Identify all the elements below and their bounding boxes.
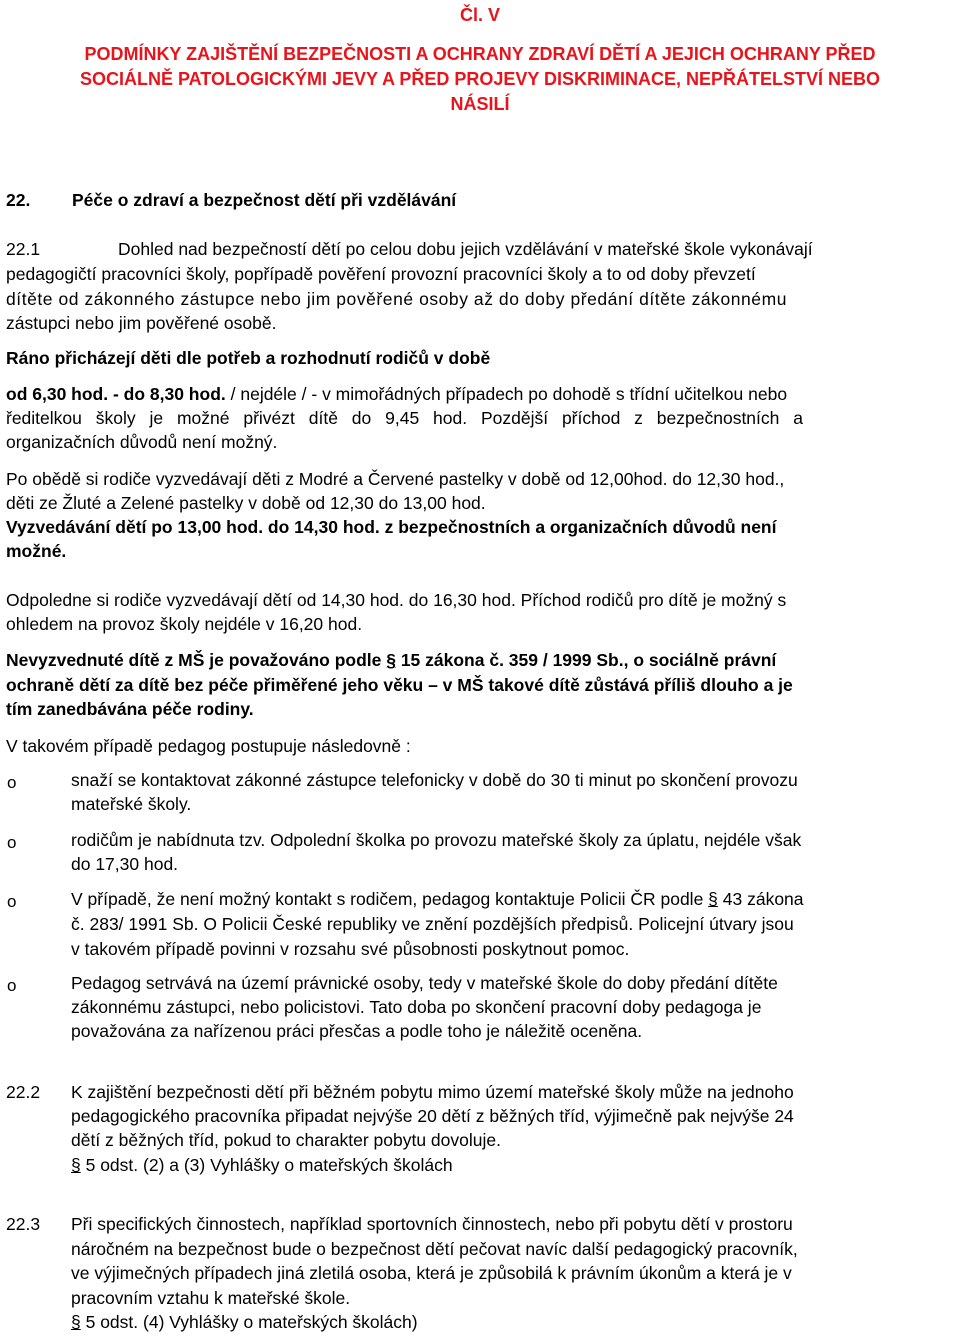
p221-line-4: zástupci nebo jim pověřené osobě. [6, 313, 277, 333]
morning-line-2: ředitelkou školy je možné přivézt dítě do 9,45 hod. Pozdější příchod z bezpečnostních a [6, 408, 803, 428]
paragraph-number-22-3: 22.3 [6, 1214, 41, 1234]
procedure-item-3-line-2: č. 283/ 1991 Sb. O Policii České republiky ve znění pozdějších předpisů. Policejní útvary jsou [71, 914, 794, 934]
p222-reference [71, 1157, 453, 1175]
lunch-line-2: děti ze Žluté a Zelené pastelky v době od 12,30 do 13,00 hod. [6, 493, 486, 513]
procedure-item-4-line-2: zákonnému zástupci, nebo policistovi. Tato doba po skončení pracovní doby pedagoga je [71, 997, 762, 1017]
afternoon-line-2: ohledem na provoz školy nejdéle v 16,20 hod. [6, 614, 363, 634]
uncollected-line-2: ochraně dětí za dítě bez péče přiměřené jeho věku – v MŠ takové dítě zůstává příliš dlouho a je [6, 675, 793, 695]
uncollected-law-ref: 15 zákona č. 359 / 1999 Sb. [395, 650, 624, 670]
p223-reference [71, 1314, 418, 1332]
morning-heading: Ráno přicházejí děti dle potřeb a rozhodnutí rodičů v době [6, 348, 491, 368]
procedure-intro: V takovém případě pedagog postupuje následovně : [6, 736, 411, 756]
section-sign-icon: § [71, 1312, 81, 1332]
procedure-item-1-line-1: snaží se kontaktovat zákonné zástupce telefonicky v době do 30 ti minut po skončení provozu [71, 770, 798, 790]
paragraph-number-22-1: 22.1 [6, 239, 41, 259]
bullet-icon: o [7, 976, 17, 995]
p222-line-2: pedagogického pracovníka připadat nejvýše 20 dětí z běžných tříd, výjimečně pak nejvýše 24 [71, 1106, 794, 1126]
bullet-icon: o [7, 773, 17, 792]
uncollected-line-1c: , o sociálně právní [623, 650, 777, 670]
procedure-item-3-line-3: v takovém případě povinni v rozsahu své působnosti poskytnout pomoc. [71, 939, 630, 959]
chapter-number: Čl. V [459, 5, 500, 25]
afternoon-line-1: Odpoledne si rodiče vyzvedávají dětí od 14,30 hod. do 16,30 hod. Příchod rodičů pro dítě je možný s [6, 590, 787, 610]
p221-line-3 [6, 291, 958, 309]
procedure-item-4-line-1: Pedagog setrvává na území právnické osoby, tedy v mateřské škole do doby předání dítěte [71, 973, 778, 993]
morning-line-1-rest: / nejdéle / - v mimořádných případech po dohodě s třídní učitelkou nebo [230, 384, 788, 404]
p222-reference-text: 5 odst. (2) a (3) Vyhlášky o mateřských školách [85, 1155, 453, 1175]
bullet-icon: o [7, 892, 17, 911]
morning-line-1 [6, 386, 787, 404]
lunch-bold-line-2: možné. [6, 541, 67, 561]
p223-line-3: ve výjimečných případech jiná zletilá osoba, která je způsobilá k právním úkonům a která je v [71, 1263, 792, 1283]
chapter-title-line-1: PODMÍNKY ZAJIŠTĚNÍ BEZPEČNOSTI A OCHRANY ZDRAVÍ DĚTÍ A JEJICH OCHRANY PŘED [84, 44, 876, 64]
section-sign-icon: § [71, 1155, 81, 1175]
lunch-line-1: Po obědě si rodiče vyzvedávají děti z Modré a Červené pastelky v době od 12,00hod. do 12,30 hod., [6, 469, 785, 489]
procedure-item-4-line-3: považována za nařízenou práci přesčas a podle toho je náležitě oceněna. [71, 1021, 643, 1041]
paragraph-number-22-2: 22.2 [6, 1082, 41, 1102]
chapter-title-line-3: NÁSILÍ [450, 94, 510, 114]
procedure-item-3-text: V případě, že není možný kontakt s rodičem, pedagog kontaktuje Policii ČR podle [71, 889, 709, 909]
morning-line-3: organizačních důvodů není možný. [6, 432, 278, 452]
morning-time-range: od 6,30 hod. - do 8,30 hod. [6, 384, 226, 404]
section-sign-icon: § [708, 889, 718, 909]
procedure-item-2-line-2: do 17,30 hod. [71, 854, 179, 874]
uncollected-line-3: tím zanedbávána péče rodiny. [6, 699, 254, 719]
procedure-item-2-line-1: rodičům je nabídnuta tzv. Odpolední školka po provozu mateřské školy za úplatu, nejdéle však [71, 830, 802, 850]
procedure-item-1-line-2: mateřské školy. [71, 794, 192, 814]
uncollected-line-1a: Nevyzvednuté dítě z MŠ je považováno podle [6, 650, 387, 670]
chapter-title-line-2: SOCIÁLNĚ PATOLOGICKÝMI JEVY A PŘED PROJEVY DISKRIMINACE, NEPŘÁTELSTVÍ NEBO [79, 69, 881, 89]
p223-line-2: náročném na bezpečnost bude o bezpečnost dětí pečovat navíc další pedagogický pracovník, [71, 1239, 798, 1259]
uncollected-line-1 [6, 652, 776, 670]
procedure-item-3-line-1 [71, 891, 804, 909]
p223-reference-text: 5 odst. (4) Vyhlášky o mateřských školách) [85, 1312, 418, 1332]
bullet-icon: o [7, 833, 17, 852]
lunch-bold-line-1: Vyzvedávání dětí po 13,00 hod. do 14,30 hod. z bezpečnostních a organizačních důvodů není [6, 517, 777, 537]
p221-line-3-text: dítěte od zákonného zástupce nebo jim pověřené osoby až do doby předání dítěte zákonnému [6, 289, 787, 309]
p223-line-1: Při specifických činnostech, například sportovních činnostech, nebo při pobytu dětí v prostoru [71, 1214, 793, 1234]
procedure-item-3-law: 43 zákona [717, 889, 804, 909]
section-sign-icon: § [386, 650, 396, 670]
section-title: Péče o zdraví a bezpečnost dětí při vzdělávání [72, 190, 457, 210]
p222-line-3: dětí z běžných tříd, pokud to charakter pobytu dovoluje. [71, 1130, 501, 1150]
p222-line-1: K zajištění bezpečnosti dětí při běžném pobytu mimo území mateřské školy může na jednoho [71, 1082, 794, 1102]
p221-line-1: Dohled nad bezpečností dětí po celou dobu jejich vzdělávání v mateřské škole vykonávají [118, 239, 813, 259]
p221-line-2: pedagogičtí pracovníci školy, popřípadě pověření provozní pracovníci školy a to od doby převzetí [6, 264, 756, 284]
section-number: 22. [6, 190, 31, 210]
p223-line-4: pracovním vztahu k mateřské škole. [71, 1288, 351, 1308]
